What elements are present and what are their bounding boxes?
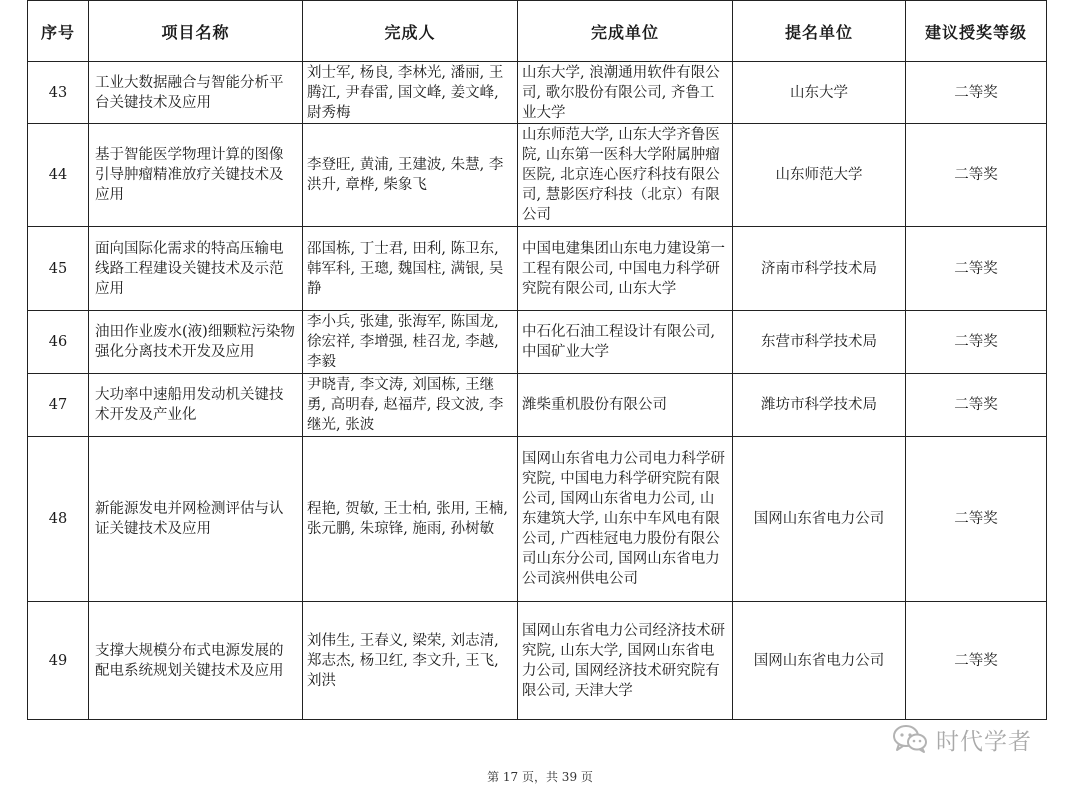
cell-completers — [303, 602, 518, 720]
completing-units-text: 中石化石油工程设计有限公司, 中国矿业大学 — [522, 324, 720, 360]
cell-completing-units — [518, 374, 733, 437]
cell-completing-units — [518, 227, 733, 311]
watermark — [892, 722, 1032, 756]
cell-no: 43 — [28, 62, 89, 124]
cell-award-level: 二等奖 — [906, 311, 1047, 374]
table-row — [28, 124, 1047, 227]
cell-completers — [303, 227, 518, 311]
cell-nominating-unit: 山东师范大学 — [733, 124, 906, 227]
cell-completing-units — [518, 602, 733, 720]
table-row — [28, 602, 1047, 720]
completers-text: 刘伟生, 王春义, 梁荣, 刘志清, 郑志杰, 杨卫红, 李文升, 王飞, 刘洪 — [307, 632, 504, 689]
completers-text: 尹晓青, 李文涛, 刘国栋, 王继勇, 高明春, 赵福芹, 段文波, 李继光, 张波 — [307, 377, 504, 433]
completers-text: 李登旺, 黄浦, 王建波, 朱慧, 李洪升, 章桦, 柴象飞 — [307, 157, 504, 193]
project-name-text: 油田作业废水(液)细颗粒污染物强化分离技术开发及应用 — [95, 324, 295, 360]
cell-nominating-unit: 潍坊市科学技术局 — [733, 374, 906, 437]
cell-project-name — [89, 124, 303, 227]
completing-units-text: 山东大学, 浪潮通用软件有限公司, 歌尔股份有限公司, 齐鲁工业大学 — [522, 64, 720, 121]
cell-no: 45 — [28, 227, 89, 311]
cell-completers — [303, 374, 518, 437]
cell-project-name — [89, 227, 303, 311]
cell-completing-units — [518, 437, 733, 602]
project-name-text: 面向国际化需求的特高压输电线路工程建设关键技术及示范应用 — [95, 240, 284, 297]
header-no: 序号 — [28, 1, 89, 62]
cell-completing-units — [518, 124, 733, 227]
header-award-level: 建议授奖等级 — [906, 1, 1047, 62]
cell-completing-units — [518, 62, 733, 124]
cell-award-level: 二等奖 — [906, 227, 1047, 311]
table-row — [28, 227, 1047, 311]
table-row — [28, 62, 1047, 124]
cell-project-name — [89, 437, 303, 602]
header-completers: 完成人 — [303, 1, 518, 62]
cell-completers — [303, 62, 518, 124]
cell-nominating-unit: 山东大学 — [733, 62, 906, 124]
completers-text: 程艳, 贺敏, 王士柏, 张用, 王楠, 张元鹏, 朱琼锋, 施雨, 孙树敏 — [307, 501, 513, 537]
cell-completing-units — [518, 311, 733, 374]
cell-award-level: 二等奖 — [906, 437, 1047, 602]
header-nominating-unit: 提名单位 — [733, 1, 906, 62]
table-row — [28, 311, 1047, 374]
header-completing-units: 完成单位 — [518, 1, 733, 62]
cell-completers — [303, 124, 518, 227]
completers-text: 邵国栋, 丁士君, 田利, 陈卫东, 韩军科, 王璁, 魏国柱, 满银, 吴静 — [307, 240, 504, 297]
completing-units-text: 国网山东省电力公司经济技术研究院, 山东大学, 国网山东省电力公司, 国网经济技术研究院有限公司, 天津大学 — [522, 622, 725, 699]
cell-award-level: 二等奖 — [906, 374, 1047, 437]
cell-award-level: 二等奖 — [906, 602, 1047, 720]
cell-no: 47 — [28, 374, 89, 437]
cell-award-level: 二等奖 — [906, 124, 1047, 227]
table-header-row — [28, 1, 1047, 62]
project-name-text: 大功率中速船用发动机关键技术开发及产业化 — [95, 387, 284, 423]
table-row — [28, 374, 1047, 437]
cell-award-level: 二等奖 — [906, 62, 1047, 124]
completing-units-text: 潍柴重机股份有限公司 — [522, 397, 667, 413]
cell-nominating-unit: 东营市科学技术局 — [733, 311, 906, 374]
cell-no: 48 — [28, 437, 89, 602]
page-number-footer: 第 17 页，共 39 页 — [487, 770, 593, 784]
cell-completers — [303, 437, 518, 602]
completing-units-text: 国网山东省电力公司电力科学研究院, 中国电力科学研究院有限公司, 国网山东省电力公司, 山东建筑大学, 山东中车风电有限公司, 广西桂冠电力股份有限公司山东分公司, 国网山东省电力公司滨州供电公司 — [522, 451, 725, 587]
cell-nominating-unit: 济南市科学技术局 — [733, 227, 906, 311]
cell-project-name — [89, 602, 303, 720]
cell-no: 44 — [28, 124, 89, 227]
project-name-text: 工业大数据融合与智能分析平台关键技术及应用 — [95, 74, 284, 111]
project-name-text: 基于智能医学物理计算的图像引导肿瘤精准放疗关键技术及应用 — [95, 147, 284, 203]
cell-completers — [303, 311, 518, 374]
project-name-text: 支撑大规模分布式电源发展的配电系统规划关键技术及应用 — [95, 642, 284, 679]
project-name-text: 新能源发电并网检测评估与认证关键技术及应用 — [95, 501, 284, 537]
cell-project-name — [89, 311, 303, 374]
cell-no: 49 — [28, 602, 89, 720]
cell-project-name — [89, 374, 303, 437]
completers-text: 李小兵, 张建, 张海军, 陈国龙, 徐宏祥, 李增强, 桂召龙, 李越, 李毅 — [307, 314, 504, 370]
completing-units-text: 山东师范大学, 山东大学齐鲁医院, 山东第一医科大学附属肿瘤医院, 北京连心医疗科技有限公司, 慧影医疗科技（北京）有限公司 — [522, 127, 720, 223]
completers-text: 刘士军, 杨良, 李林光, 潘丽, 王腾江, 尹春雷, 国文峰, 姜文峰, 尉秀梅 — [307, 64, 504, 121]
cell-no: 46 — [28, 311, 89, 374]
watermark-text: 时代学者 — [936, 728, 1032, 755]
cell-nominating-unit: 国网山东省电力公司 — [733, 602, 906, 720]
cell-nominating-unit: 国网山东省电力公司 — [733, 437, 906, 602]
awards-table — [27, 0, 1047, 720]
table-row — [28, 437, 1047, 602]
cell-project-name — [89, 62, 303, 124]
header-project-name: 项目名称 — [89, 1, 303, 62]
completing-units-text: 中国电建集团山东电力建设第一工程有限公司, 中国电力科学研究院有限公司, 山东大学 — [522, 240, 725, 297]
wechat-icon — [892, 724, 928, 754]
